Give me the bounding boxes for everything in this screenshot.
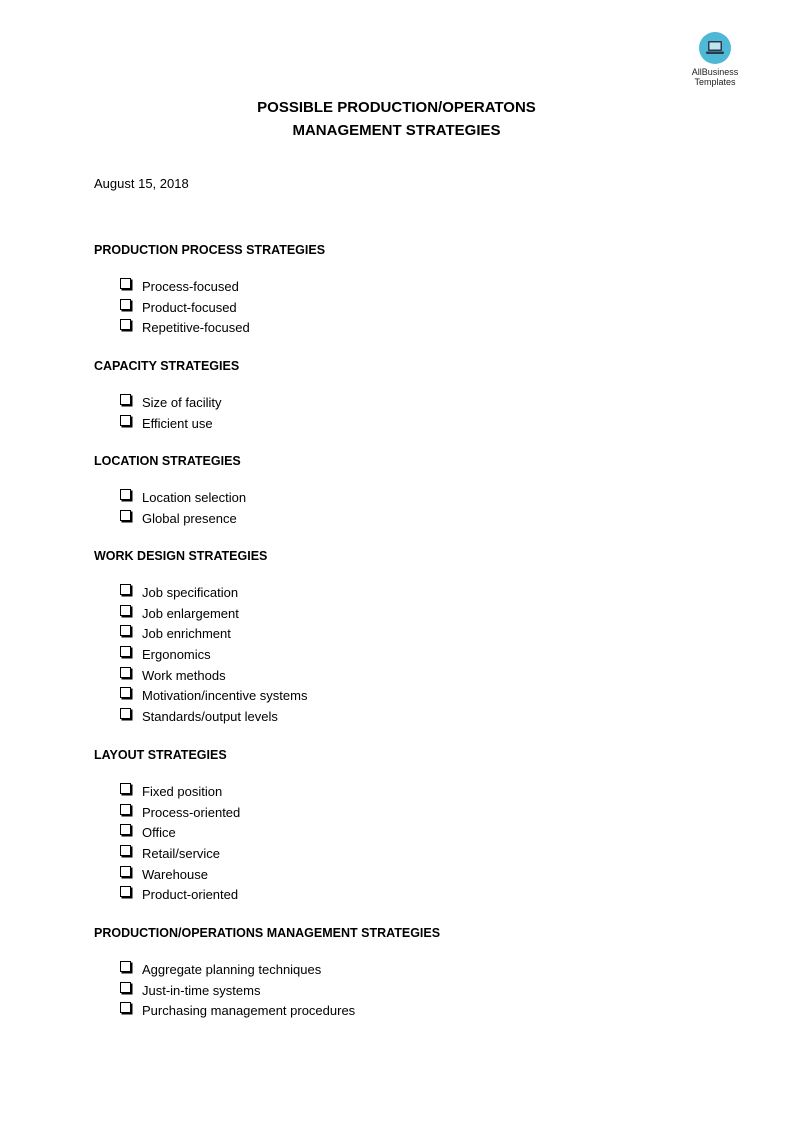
item-label: Retail/service bbox=[142, 845, 221, 861]
logo-text-line2: Templates bbox=[694, 77, 736, 87]
section-heading: CAPACITY STRATEGIES bbox=[94, 359, 240, 373]
checkbox-icon[interactable] bbox=[120, 866, 131, 877]
checklist-item bbox=[94, 392, 239, 413]
item-label: Office bbox=[142, 825, 176, 841]
checkbox-icon[interactable] bbox=[120, 415, 131, 426]
item-label: Job enlargement bbox=[142, 605, 239, 621]
section-work-design bbox=[94, 546, 307, 727]
checkbox-icon[interactable] bbox=[120, 845, 131, 856]
checkbox-icon[interactable] bbox=[120, 510, 131, 521]
checklist-item bbox=[94, 781, 240, 802]
checklist-item bbox=[94, 685, 307, 706]
checkbox-icon[interactable] bbox=[120, 625, 131, 636]
document-title bbox=[0, 96, 793, 142]
checkbox-icon[interactable] bbox=[120, 299, 131, 310]
checklist-item bbox=[94, 317, 325, 338]
item-label: Global presence bbox=[142, 510, 237, 526]
title-line-1: POSSIBLE PRODUCTION/OPERATONS bbox=[257, 99, 536, 116]
checklist-item bbox=[94, 582, 307, 603]
checklist bbox=[94, 276, 325, 338]
checkbox-icon[interactable] bbox=[120, 1002, 131, 1013]
checkbox-icon[interactable] bbox=[120, 886, 131, 897]
checklist-item bbox=[94, 706, 307, 727]
checklist bbox=[94, 959, 440, 1021]
section-production-operations-management bbox=[94, 923, 440, 1021]
section-heading: PRODUCTION PROCESS STRATEGIES bbox=[94, 243, 326, 257]
checklist-item bbox=[94, 413, 239, 434]
item-label: Process-focused bbox=[142, 278, 239, 294]
checkbox-icon[interactable] bbox=[120, 319, 131, 330]
checklist-item bbox=[94, 802, 240, 823]
section-layout bbox=[94, 745, 240, 905]
item-label: Repetitive-focused bbox=[142, 320, 250, 336]
logo-text-line1: AllBusiness bbox=[691, 67, 739, 77]
checkbox-icon[interactable] bbox=[120, 708, 131, 719]
item-label: Job enrichment bbox=[142, 626, 231, 642]
item-label: Just-in-time systems bbox=[142, 982, 261, 998]
laptop-icon bbox=[699, 32, 731, 64]
section-heading: PRODUCTION/OPERATIONS MANAGEMENT STRATEGIES bbox=[94, 926, 441, 940]
checklist-item bbox=[94, 959, 440, 980]
section-heading: WORK DESIGN STRATEGIES bbox=[94, 549, 268, 563]
checklist bbox=[94, 781, 240, 905]
checklist-item bbox=[94, 665, 307, 686]
checkbox-icon[interactable] bbox=[120, 961, 131, 972]
checkbox-icon[interactable] bbox=[120, 394, 131, 405]
checklist-item bbox=[94, 980, 440, 1001]
item-label: Ergonomics bbox=[142, 646, 211, 662]
item-label: Fixed position bbox=[142, 783, 223, 799]
checklist bbox=[94, 487, 246, 528]
checkbox-icon[interactable] bbox=[120, 584, 131, 595]
checkbox-icon[interactable] bbox=[120, 783, 131, 794]
checklist-item bbox=[94, 822, 240, 843]
checklist-item bbox=[94, 884, 240, 905]
item-label: Efficient use bbox=[142, 415, 213, 431]
checkbox-icon[interactable] bbox=[120, 824, 131, 835]
checklist-item bbox=[94, 623, 307, 644]
section-heading: LAYOUT STRATEGIES bbox=[94, 748, 227, 762]
checklist bbox=[94, 582, 307, 727]
checklist-item bbox=[94, 843, 240, 864]
item-label: Work methods bbox=[142, 667, 226, 683]
section-capacity bbox=[94, 356, 239, 433]
checkbox-icon[interactable] bbox=[120, 982, 131, 993]
item-label: Product-oriented bbox=[142, 887, 239, 903]
section-heading: LOCATION STRATEGIES bbox=[94, 454, 241, 468]
item-label: Aggregate planning techniques bbox=[142, 961, 322, 977]
checklist-item bbox=[94, 276, 325, 297]
checklist-item bbox=[94, 603, 307, 624]
section-location bbox=[94, 451, 246, 528]
brand-logo bbox=[680, 32, 750, 87]
item-label: Size of facility bbox=[142, 394, 222, 410]
checklist-item bbox=[94, 644, 307, 665]
checkbox-icon[interactable] bbox=[120, 667, 131, 678]
item-label: Location selection bbox=[142, 489, 247, 505]
checkbox-icon[interactable] bbox=[120, 687, 131, 698]
item-label: Standards/output levels bbox=[142, 708, 278, 724]
checkbox-icon[interactable] bbox=[120, 646, 131, 657]
item-label: Warehouse bbox=[142, 866, 208, 882]
checklist bbox=[94, 392, 239, 433]
document-date: August 15, 2018 bbox=[94, 176, 189, 191]
section-production-process bbox=[94, 240, 325, 338]
checklist-item bbox=[94, 487, 246, 508]
item-label: Job specification bbox=[142, 584, 239, 600]
item-label: Process-oriented bbox=[142, 804, 241, 820]
checkbox-icon[interactable] bbox=[120, 804, 131, 815]
checklist-item bbox=[94, 864, 240, 885]
checkbox-icon[interactable] bbox=[120, 278, 131, 289]
checklist-item bbox=[94, 297, 325, 318]
checklist-item bbox=[94, 1000, 440, 1021]
item-label: Motivation/incentive systems bbox=[142, 688, 308, 704]
item-label: Product-focused bbox=[142, 299, 237, 315]
item-label: Purchasing management procedures bbox=[142, 1003, 356, 1019]
checkbox-icon[interactable] bbox=[120, 489, 131, 500]
title-line-2: MANAGEMENT STRATEGIES bbox=[292, 122, 501, 139]
checklist-item bbox=[94, 508, 246, 529]
checkbox-icon[interactable] bbox=[120, 605, 131, 616]
